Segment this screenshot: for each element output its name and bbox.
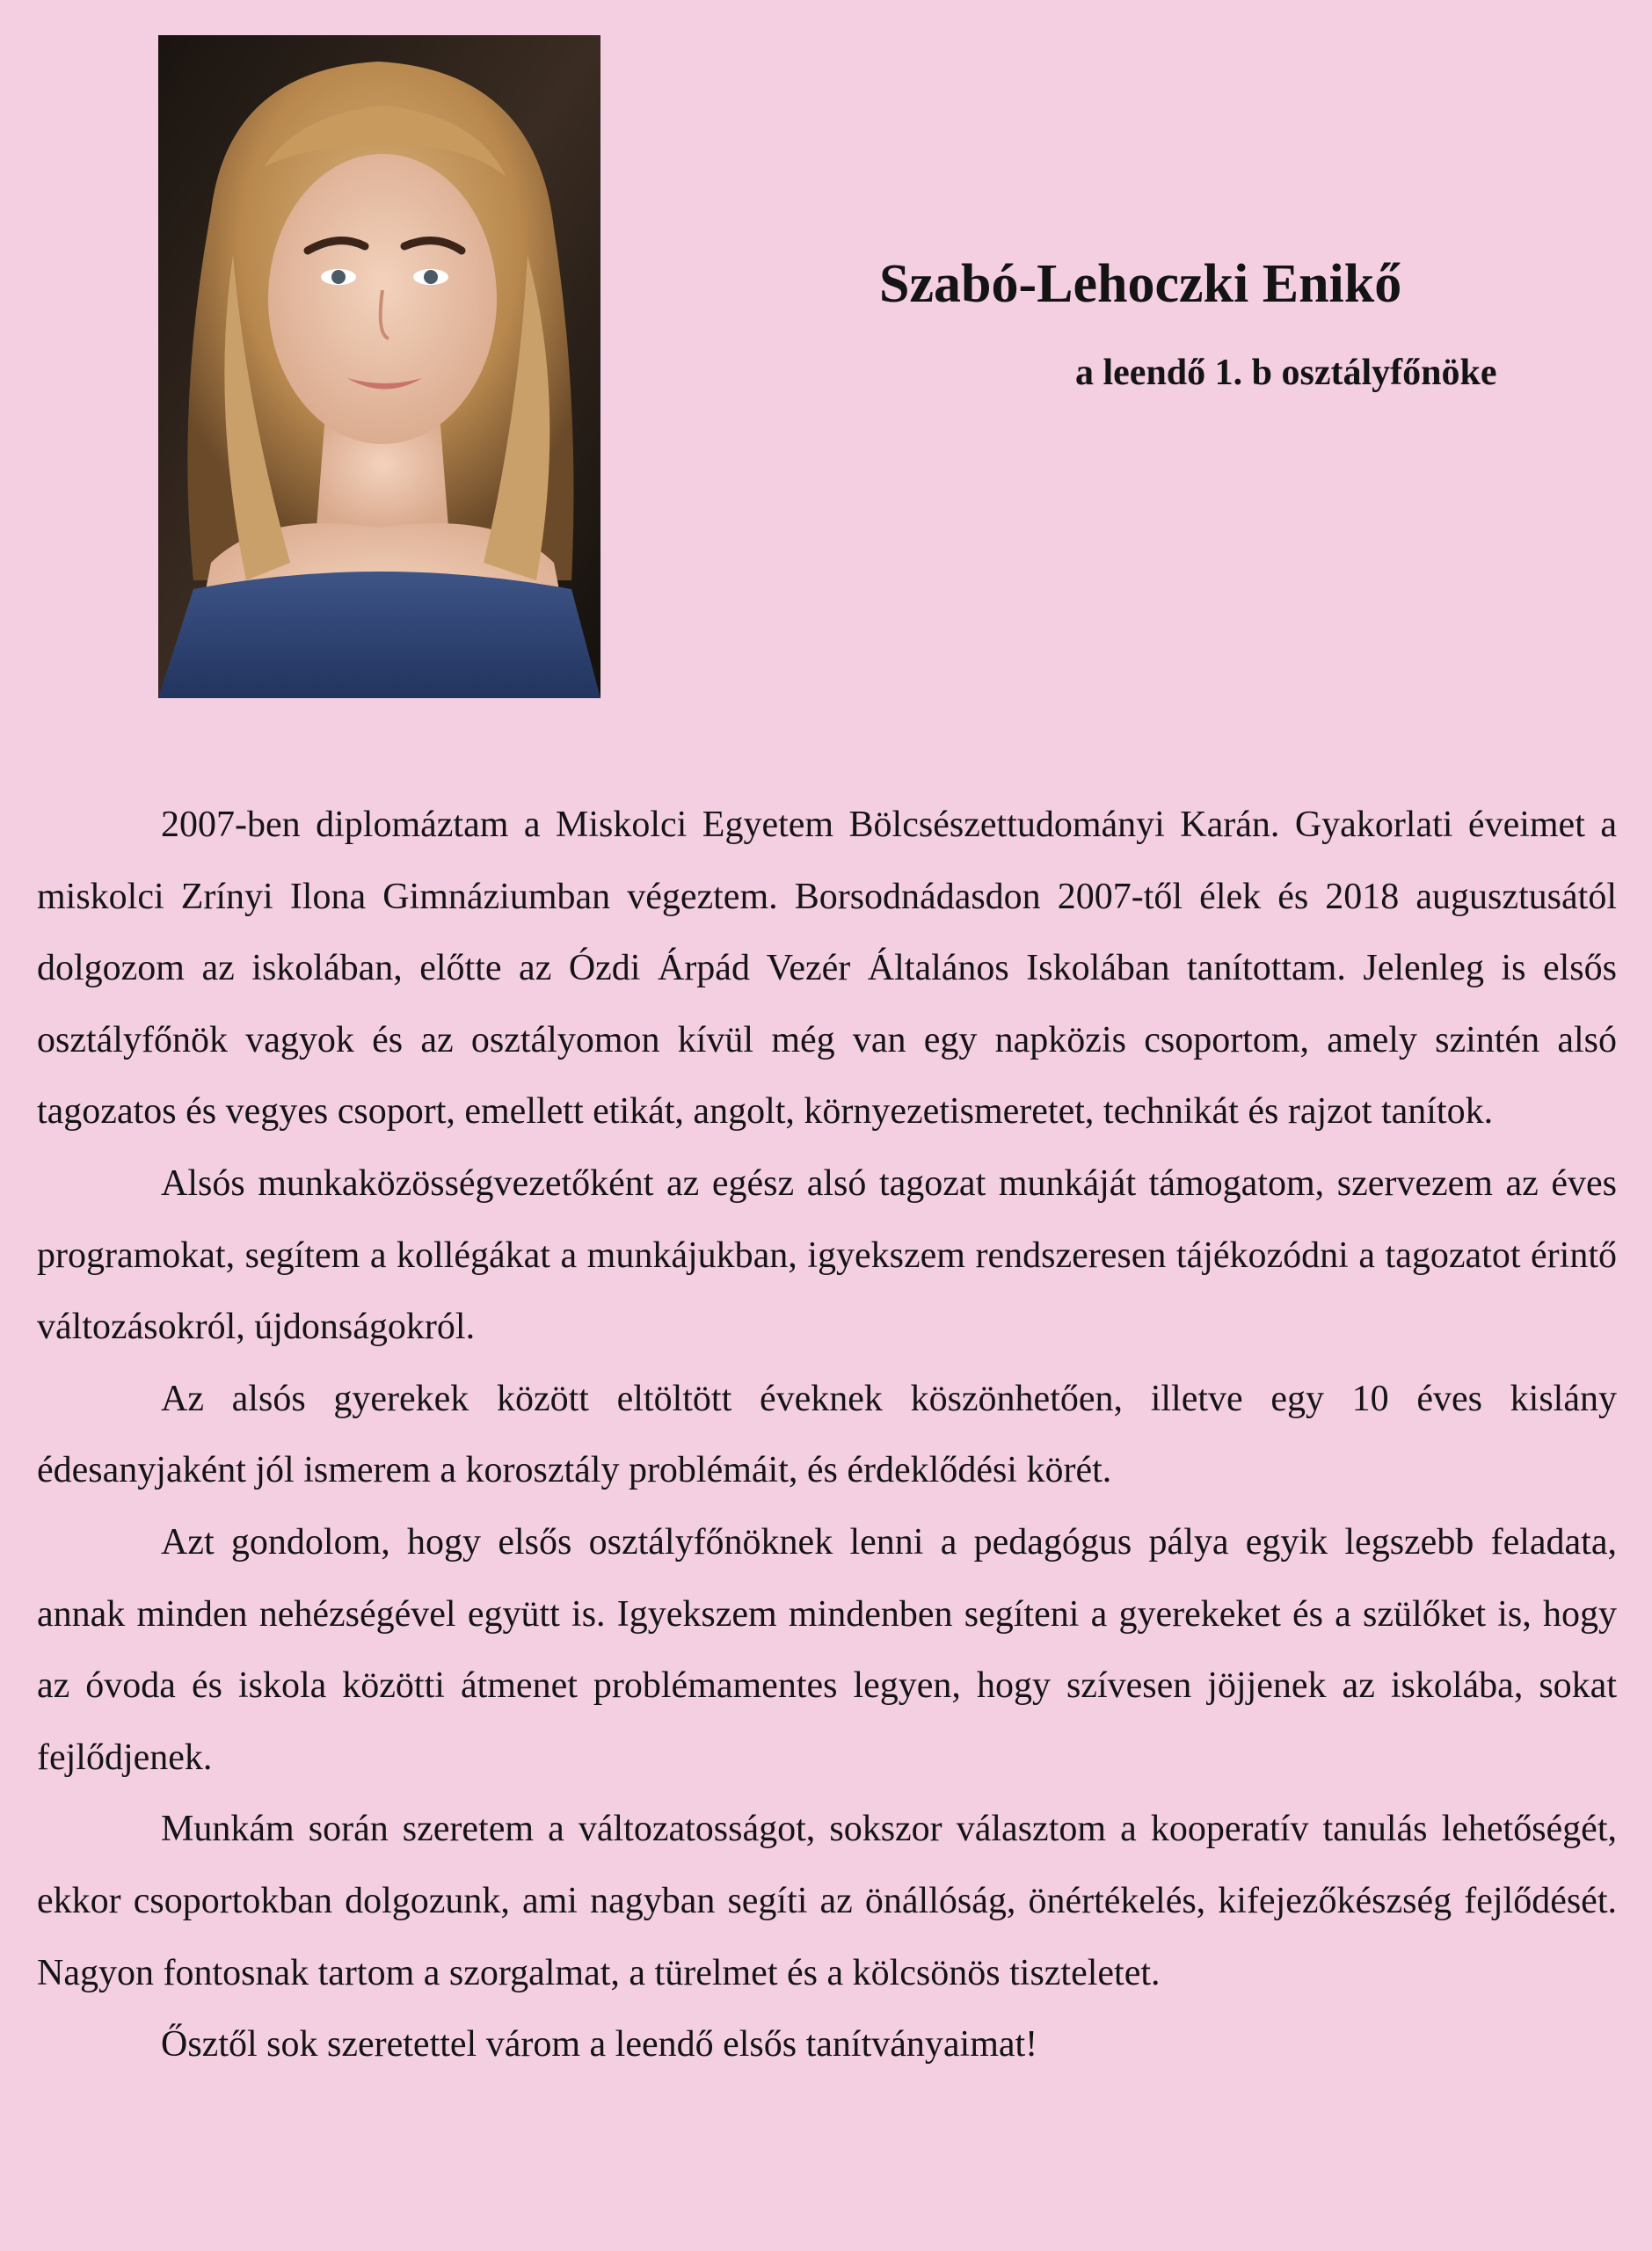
paragraph: Alsós munkaközösségvezetőként az egész alsó tagozat munkáját támogatom, szervezem az éves programokat, segítem a kollégákat a munkájukban, igyekszem rendszeresen tájékozódni a tagozatot érintő változásokról, újdonságokról. [37, 1162, 1617, 1348]
paragraph: 2007-ben diplomáztam a Miskolci Egyetem Bölcsészettudományi Karán. Gyakorlati éveimet a miskolci Zrínyi Ilona Gimnáziumban végeztem. Borsodnádasdon 2007-től élek és 2018 augusztusától dolgozom az iskolában, előtte az Ózdi Árpád Vezér Általános Iskolában tanítottam. Jelenleg is elsős osztályfőnök vagyok és az osztályomon kívül még van egy napközis csoportom, amely szintén alsó tagozatos és vegyes csoport, emellett etikát, angolt, környezetismeretet, technikát és rajzot tanítok. [37, 805, 1617, 1133]
role-subtitle: a leendő 1. b osztályfőnöke [1075, 353, 1497, 393]
portrait-icon [158, 35, 600, 698]
biography [37, 790, 1617, 2081]
page-title: Szabó-Lehoczki Enikő [879, 254, 1402, 314]
paragraph: Ősztől sok szeretettel várom a leendő elsős tanítványaimat! [161, 2024, 1038, 2065]
portrait-photo [158, 35, 600, 698]
paragraph: Azt gondolom, hogy elsős osztályfőnöknek lenni a pedagógus pálya egyik legszebb feladata, annak minden nehézségével együtt is. Igyekszem mindenben segíteni a gyerekeket és a szülőket is, hogy az óvoda és iskola közötti átmenet problémamentes legyen, hogy szívesen jöjjenek az iskolába, sokat fejlődjenek. [37, 1521, 1617, 1778]
paragraph: Munkám során szeretem a változatosságot, sokszor választom a kooperatív tanulás lehetőségét, ekkor csoportokban dolgozunk, ami nagyban segíti az önállóság, önértékelés, kifejezőkészség fejlődését. Nagyon fontosnak tartom a szorgalmat, a türelmet és a kölcsönös tiszteletet. [37, 1809, 1617, 1993]
paragraph: Az alsós gyerekek között eltöltött éveknek köszönhetően, illetve egy 10 éves kislány édesanyjaként jól ismerem a korosztály problémáit, és érdeklődési körét. [37, 1378, 1617, 1491]
